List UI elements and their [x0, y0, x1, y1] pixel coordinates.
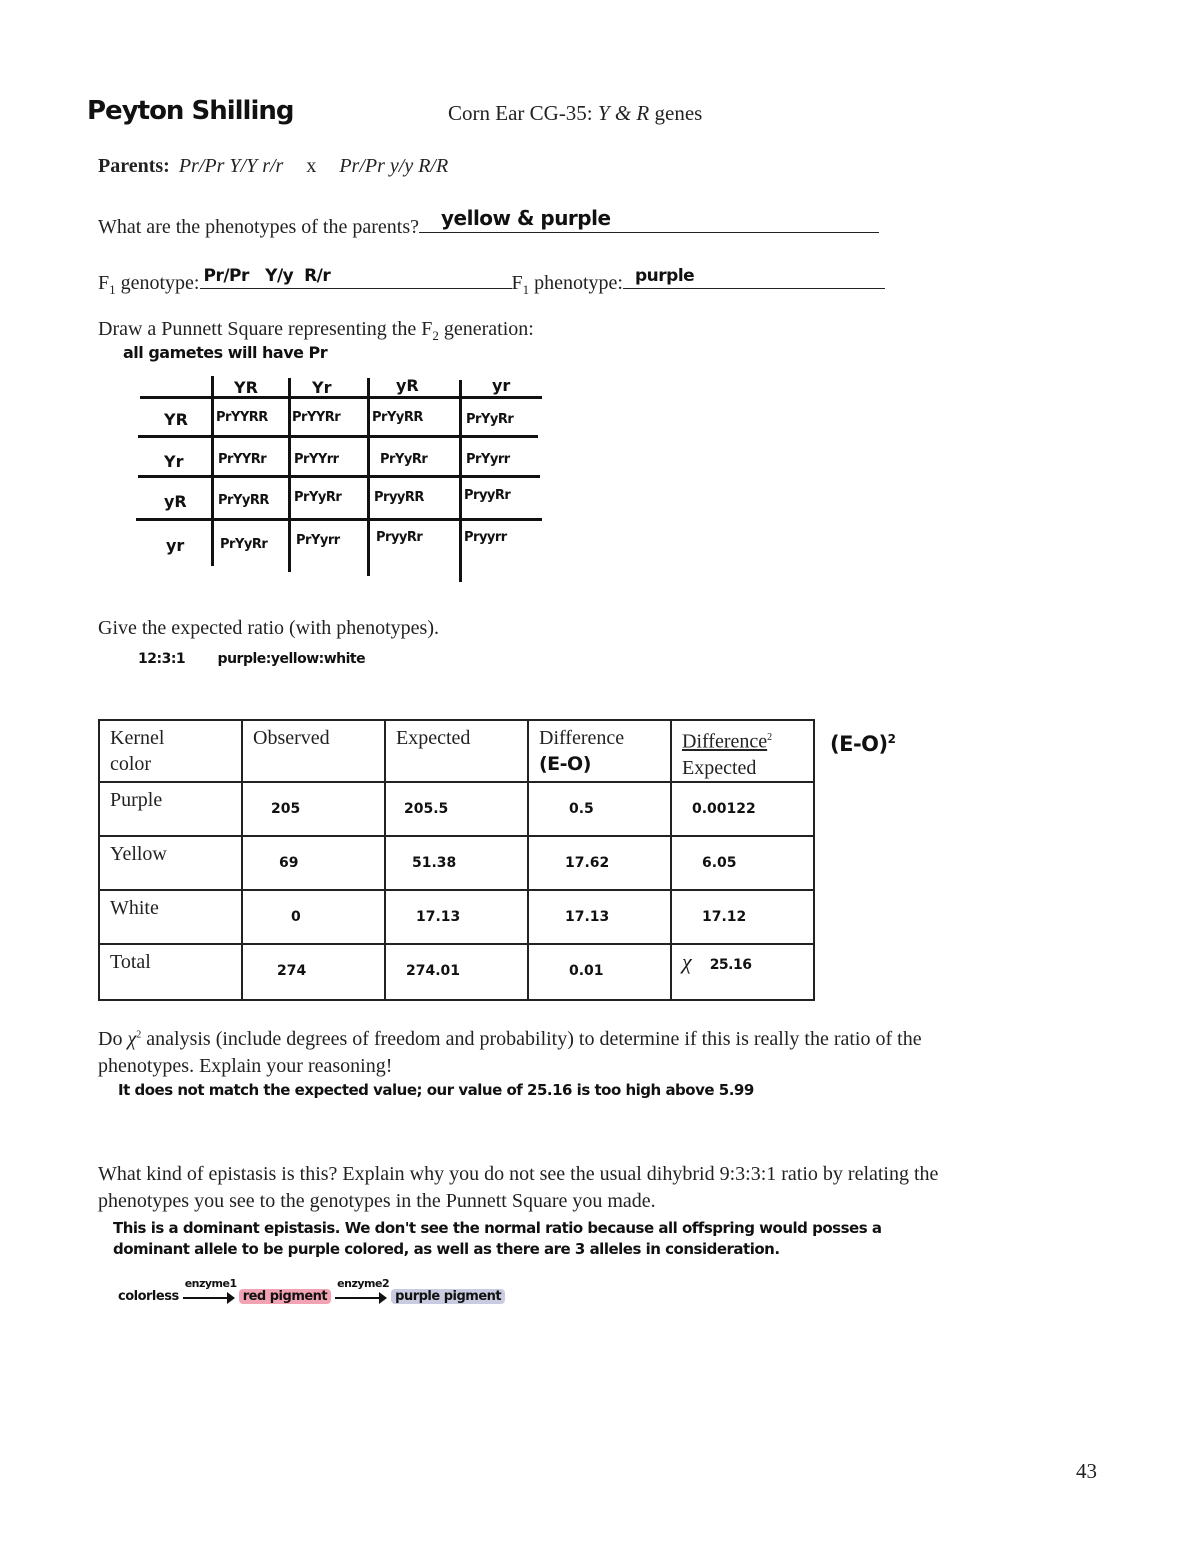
- punnett-vline: [211, 376, 214, 566]
- punnett-row-header: yr: [166, 536, 185, 555]
- cell-observed[interactable]: 274: [242, 944, 385, 1000]
- punnett-col-header: yr: [492, 376, 511, 395]
- pathway-purple-pigment: purple pigment: [391, 1289, 505, 1304]
- cell-difference[interactable]: 0.01: [528, 944, 671, 1000]
- cell-expected[interactable]: 274.01: [385, 944, 528, 1000]
- punnett-cell: PrYyRr: [466, 412, 514, 427]
- parents-cross-x: x: [306, 155, 317, 177]
- punnett-prompt: Draw a Punnett Square representing the $F_2$ generation:: [98, 318, 534, 343]
- header-observed: Observed: [242, 720, 385, 782]
- punnett-cell: PrYyRR: [218, 493, 269, 508]
- punnett-vline: [459, 380, 462, 582]
- pathway-red-pigment: red pigment: [239, 1289, 331, 1304]
- parent-phenotypes-answer: yellow & purple: [440, 206, 611, 230]
- ratio-answer: [138, 651, 365, 667]
- punnett-hline: [138, 475, 540, 478]
- punnett-hline: [138, 435, 538, 438]
- ratio-answer-phenotypes: purple:yellow:white: [217, 651, 366, 667]
- parents-cross-right: Pr/Pr y/y R/R: [339, 155, 449, 177]
- cell-difference[interactable]: 17.62: [528, 836, 671, 890]
- header-diff-squared: Difference$^2$ Expected: [671, 720, 814, 782]
- punnett-cell: PrYYrr: [294, 452, 339, 467]
- cell-color: Purple: [99, 782, 242, 836]
- punnett-col-header: Yr: [312, 378, 332, 397]
- epistasis-question-line2: phenotypes you see to the genotypes in the Punnett Square you made.: [98, 1190, 656, 1212]
- f1-genotype-label: $F_1$ genotype:: [98, 272, 200, 297]
- cell-diff-squared[interactable]: 0.00122: [671, 782, 814, 836]
- cell-expected[interactable]: 205.5: [385, 782, 528, 836]
- punnett-row-header: YR: [164, 410, 188, 429]
- cell-diff-squared[interactable]: 17.12: [671, 890, 814, 944]
- chi-analysis-question-line2: phenotypes. Explain your reasoning!: [98, 1055, 393, 1077]
- punnett-cell: PrYyRr: [380, 452, 428, 467]
- header-difference: Difference (E-O): [528, 720, 671, 782]
- punnett-row-header: yR: [164, 492, 187, 511]
- punnett-cell: PrYyrr: [296, 533, 340, 548]
- f1-genotype-answer: Pr/Pr Y/y R/r: [203, 266, 331, 286]
- arrow-icon: [335, 1276, 390, 1303]
- pathway-start: colorless: [118, 1289, 179, 1304]
- cell-diff-squared[interactable]: 6.05: [671, 836, 814, 890]
- parents-line: [98, 155, 448, 178]
- ratio-question: Give the expected ratio (with phenotypes).: [98, 617, 439, 639]
- punnett-cell: PryyRr: [464, 488, 511, 503]
- epistasis-question: What kind of epistasis is this? Explain why you do not see the usual dihybrid 9:3:3:1 ratio by relating the: [98, 1163, 939, 1185]
- pathway-enzyme1: enzyme1: [184, 1276, 237, 1290]
- pathway-enzyme2: enzyme2: [337, 1276, 390, 1290]
- cell-expected[interactable]: 51.38: [385, 836, 528, 890]
- punnett-cell: PryyRr: [376, 530, 423, 545]
- punnett-cell: PrYYRr: [292, 410, 341, 425]
- chi-analysis-question: Do $\chi^2$ analysis (include degrees of freedom and probability) to determine if this is really the ratio of the: [98, 1028, 922, 1050]
- epistasis-answer-line1: This is a dominant epistasis. We don't see the normal ratio because all offspring would posses a: [113, 1219, 882, 1237]
- punnett-cell: Pryyrr: [464, 530, 507, 545]
- parents-cross-left: Pr/Pr Y/Y r/r: [178, 155, 284, 177]
- parent-phenotypes-field[interactable]: [419, 206, 879, 233]
- f1-phenotype-field[interactable]: [623, 266, 885, 289]
- title-prefix: Corn Ear CG-35:: [448, 101, 598, 125]
- punnett-col-header: yR: [396, 376, 419, 395]
- page-number: 43: [1076, 1459, 1097, 1483]
- ratio-answer-value: 12:3:1: [138, 651, 186, 667]
- punnett-hline: [136, 518, 542, 521]
- header-expected: Expected: [385, 720, 528, 782]
- parent-phenotypes-line: [98, 206, 879, 239]
- punnett-col-header: YR: [234, 378, 258, 397]
- page-title: [448, 101, 702, 126]
- table-row: [99, 944, 814, 1000]
- header-kernel-color: Kernel color: [99, 720, 242, 782]
- punnett-cell: PrYyRr: [294, 490, 342, 505]
- punnett-cell: PryyRR: [374, 490, 424, 505]
- punnett-hline: [140, 396, 542, 399]
- table-row: [99, 782, 814, 836]
- cell-diff-squared[interactable]: [671, 944, 814, 1000]
- cell-color: White: [99, 890, 242, 944]
- punnett-note: all gametes will have Pr: [123, 343, 328, 362]
- cell-color: Total: [99, 944, 242, 1000]
- cell-color: Yellow: [99, 836, 242, 890]
- table-row: [99, 836, 814, 890]
- epistasis-answer-line2: dominant allele to be purple colored, as well as there are 3 alleles in consideration.: [113, 1240, 780, 1258]
- student-name: Peyton Shilling: [87, 96, 294, 126]
- arrow-icon: [183, 1276, 237, 1303]
- table-header-row: [99, 720, 814, 782]
- table-side-note: $(E-O)^2$: [830, 732, 896, 756]
- cell-difference[interactable]: 0.5: [528, 782, 671, 836]
- punnett-row-header: Yr: [164, 452, 184, 471]
- table-row: [99, 890, 814, 944]
- cell-observed[interactable]: 0: [242, 890, 385, 944]
- parent-phenotypes-question: What are the phenotypes of the parents?: [98, 216, 419, 238]
- f1-phenotype-answer: purple: [635, 266, 695, 286]
- cell-difference[interactable]: 17.13: [528, 890, 671, 944]
- chi-analysis-answer: It does not match the expected value; our value of 25.16 is too high above 5.99: [118, 1081, 754, 1099]
- punnett-cell: PrYyRr: [220, 537, 268, 552]
- punnett-cell: PrYYRr: [218, 452, 267, 467]
- punnett-cell: PrYyrr: [466, 452, 510, 467]
- cell-expected[interactable]: 17.13: [385, 890, 528, 944]
- cell-observed[interactable]: 69: [242, 836, 385, 890]
- difference-note: (E-O): [539, 753, 591, 775]
- pigment-pathway: [118, 1276, 505, 1304]
- punnett-vline: [288, 378, 291, 572]
- title-genes: Y & R: [597, 101, 650, 125]
- punnett-cell: PrYyRR: [372, 410, 423, 425]
- chi-square-total: 25.16: [709, 956, 752, 973]
- f1-genotype-field[interactable]: [200, 266, 512, 289]
- parents-label: Parents:: [98, 155, 170, 177]
- title-suffix: genes: [649, 101, 703, 125]
- chi-symbol: χ: [682, 948, 692, 974]
- punnett-cell: PrYYRR: [216, 410, 268, 425]
- f1-phenotype-label: $F_1$ phenotype:: [511, 272, 623, 297]
- chi-square-table: [98, 719, 815, 1001]
- cell-observed[interactable]: 205: [242, 782, 385, 836]
- f1-line: [98, 266, 885, 298]
- punnett-vline: [367, 378, 370, 576]
